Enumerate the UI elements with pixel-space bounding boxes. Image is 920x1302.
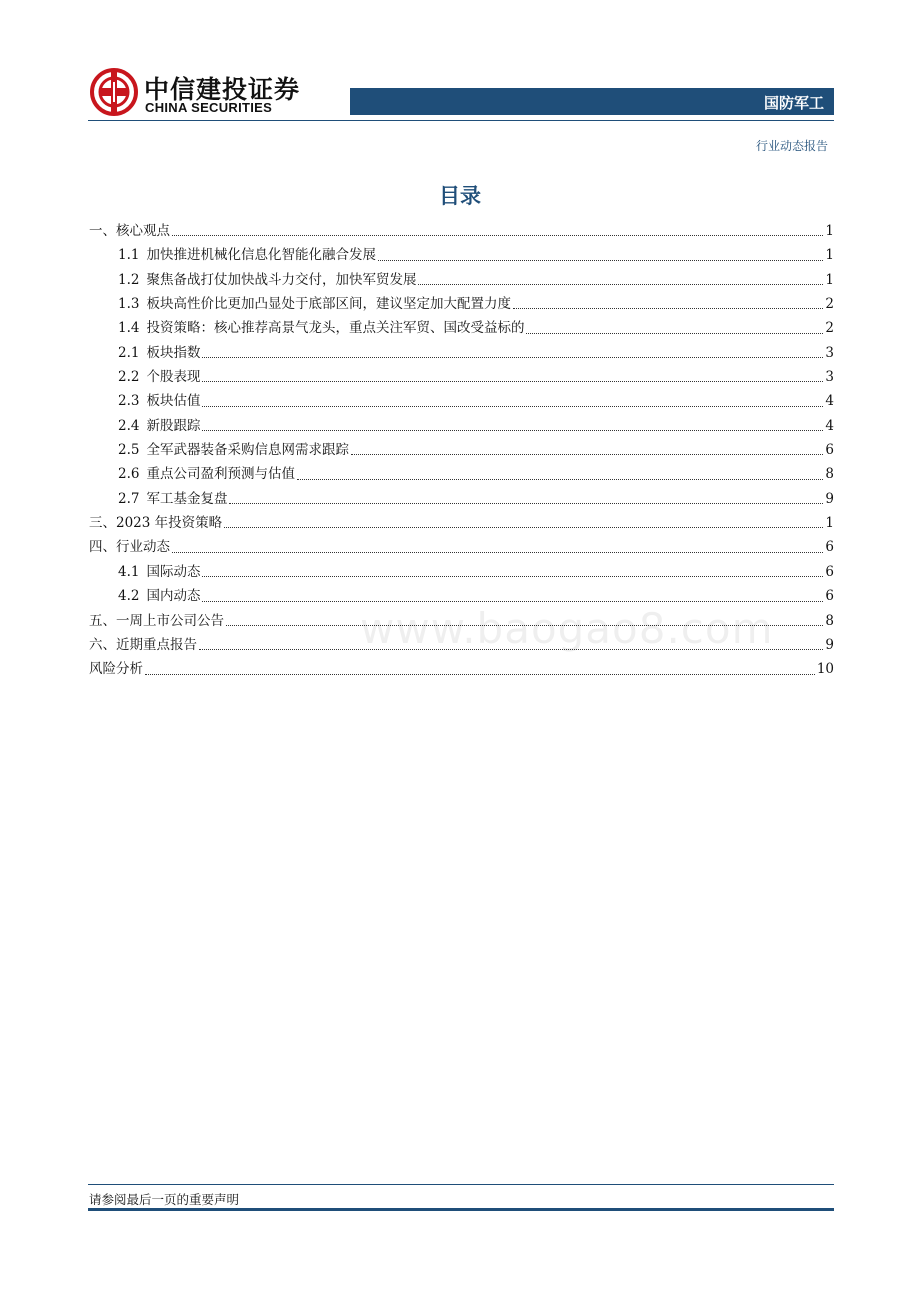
toc-entry-page: 2: [825, 296, 834, 313]
toc-entry-text: 五、一周上市公司公告: [89, 612, 224, 629]
toc-leader-dots: [513, 307, 823, 309]
toc-entry-text: 全军武器装备采购信息网需求跟踪: [146, 442, 349, 459]
toc-leader-dots: [224, 526, 823, 528]
toc-entry-title: [118, 487, 227, 507]
toc-entry-number: 2.6: [118, 466, 140, 483]
toc-entry-title: [118, 438, 349, 458]
toc-entry[interactable]: [89, 219, 834, 243]
toc-leader-dots: [202, 405, 823, 407]
toc-entry-page: 3: [825, 369, 834, 386]
toc-entry-number: 4.1: [118, 563, 140, 580]
toc-entry-number: 2.3: [118, 393, 140, 410]
toc-entry-title: [89, 633, 197, 653]
toc-entry-title: [118, 560, 200, 580]
toc-entry-title: [118, 341, 200, 361]
toc-leader-dots: [202, 380, 823, 382]
toc-leader-dots: [229, 502, 823, 504]
toc-entry-text: 国内动态: [146, 588, 201, 605]
toc-entry-page: 3: [825, 344, 834, 361]
toc-entry-number: 1.3: [118, 296, 140, 313]
toc-entry[interactable]: [89, 487, 834, 511]
toc-entry-number: 2.4: [118, 417, 140, 434]
toc-leader-dots: [351, 453, 823, 455]
toc-entry[interactable]: [89, 438, 834, 462]
toc-entry[interactable]: [89, 560, 834, 584]
toc-entry-page: 4: [825, 417, 834, 434]
toc-entry-text: 聚焦备战打仗加快战斗力交付，加快军贸发展: [146, 271, 417, 288]
watermark-text: www.baogao8.com: [360, 604, 774, 653]
toc-entry-text: 重点公司盈利预测与估值: [146, 466, 295, 483]
toc-entry-page: 1: [825, 247, 834, 264]
toc-leader-dots: [378, 259, 823, 261]
toc-entry-text: 板块指数: [146, 344, 201, 361]
toc-entry[interactable]: [89, 389, 834, 413]
china-securities-logo-icon: [90, 68, 138, 116]
brand-logo: [90, 68, 300, 120]
toc-leader-dots: [172, 551, 823, 553]
toc-entry-title: [118, 389, 200, 409]
toc-leader-dots: [202, 356, 823, 358]
toc-entry[interactable]: [89, 535, 834, 559]
toc-entry[interactable]: [89, 657, 834, 681]
toc-leader-dots: [202, 575, 823, 577]
toc-entry[interactable]: [89, 462, 834, 486]
toc-entry-title: [118, 268, 416, 288]
toc-entry-number: 2.1: [118, 344, 140, 361]
toc-leader-dots: [172, 234, 823, 236]
toc-entry-number: 2.2: [118, 369, 140, 386]
toc-entry-text: 板块高性价比更加凸显处于底部区间，建议坚定加大配置力度: [146, 296, 511, 313]
footer-bar: [88, 1208, 834, 1211]
toc-entry-page: 1: [825, 271, 834, 288]
toc-entry-page: 4: [825, 393, 834, 410]
header-divider: [88, 120, 834, 121]
toc-entry-number: 1.2: [118, 271, 140, 288]
toc-entry-page: 10: [816, 661, 834, 678]
footer-divider: [88, 1184, 834, 1185]
toc-leader-dots: [202, 600, 823, 602]
toc-entry-number: 2.5: [118, 442, 140, 459]
toc-entry-text: 加快推进机械化信息化智能化融合发展: [146, 247, 376, 264]
toc-entry-page: 2: [825, 320, 834, 337]
toc-entry-title: [118, 365, 200, 385]
toc-entry-number: 1.1: [118, 247, 140, 264]
toc-entry[interactable]: [89, 316, 834, 340]
toc-entry[interactable]: [89, 341, 834, 365]
toc-entry-page: 8: [825, 612, 834, 629]
report-type-label: 行业动态报告: [755, 139, 828, 153]
toc-entry[interactable]: [89, 292, 834, 316]
toc-entry-title: [89, 535, 170, 555]
sector-label: 国防军工: [763, 94, 824, 112]
toc-entry-page: 6: [825, 442, 834, 459]
toc-leader-dots: [418, 283, 823, 285]
toc-entry-title: [118, 243, 376, 263]
toc-entry-title: [118, 462, 295, 482]
toc-entry-text: 板块估值: [146, 393, 201, 410]
toc-entry-text: 四、行业动态: [89, 539, 170, 556]
toc-leader-dots: [297, 478, 823, 480]
toc-entry-page: 1: [825, 223, 834, 239]
toc-entry-text: 投资策略：核心推荐高景气龙头，重点关注军贸、国改受益标的: [146, 320, 525, 337]
toc-entry-number: 4.2: [118, 588, 140, 605]
toc-entry-title: [89, 511, 222, 531]
toc-entry-title: [89, 657, 143, 677]
toc-entry-title: [89, 609, 224, 629]
toc-entry-text: 新股跟踪: [146, 417, 201, 434]
toc-entry-page: 1: [825, 515, 834, 532]
toc-entry[interactable]: [89, 365, 834, 389]
toc-entry-text: 国际动态: [146, 563, 201, 580]
toc-entry-text: 三、2023 年投资策略: [89, 515, 223, 532]
toc-entry-title: [118, 414, 200, 434]
header-bar: [350, 88, 834, 115]
toc-entry[interactable]: [89, 243, 834, 267]
toc-entry-title: [118, 292, 511, 312]
toc-entry-text: 风险分析: [89, 661, 143, 678]
toc-entry-title: [118, 584, 200, 604]
toc-entry[interactable]: [89, 268, 834, 292]
toc-entry[interactable]: [89, 511, 834, 535]
toc-entry-text: 个股表现: [146, 369, 201, 386]
toc-entry-page: 6: [825, 588, 834, 605]
toc-entry-text: 一、核心观点: [89, 223, 170, 239]
toc-leader-dots: [202, 429, 823, 431]
toc-entry-page: 9: [825, 490, 834, 507]
toc-entry-page: 9: [825, 636, 834, 653]
toc-entry-page: 8: [825, 466, 834, 483]
toc-entry[interactable]: [89, 414, 834, 438]
toc-title: 目录: [439, 184, 481, 208]
toc-entry-number: 2.7: [118, 490, 140, 507]
footer-disclaimer: 请参阅最后一页的重要声明: [89, 1192, 240, 1207]
toc-leader-dots: [145, 673, 815, 675]
toc-entry-title: [118, 316, 524, 336]
toc-entry-text: 军工基金复盘: [146, 490, 228, 507]
toc-entry-page: 6: [825, 563, 834, 580]
brand-name-cn: 中信建投证券: [144, 75, 301, 104]
toc-leader-dots: [526, 332, 823, 334]
toc-entry-title: [89, 219, 170, 239]
toc-entry-text: 六、近期重点报告: [89, 636, 197, 653]
toc-entry-page: 6: [825, 539, 834, 556]
toc-entry-number: 1.4: [118, 320, 140, 337]
brand-name-en: CHINA SECURITIES: [145, 100, 273, 115]
